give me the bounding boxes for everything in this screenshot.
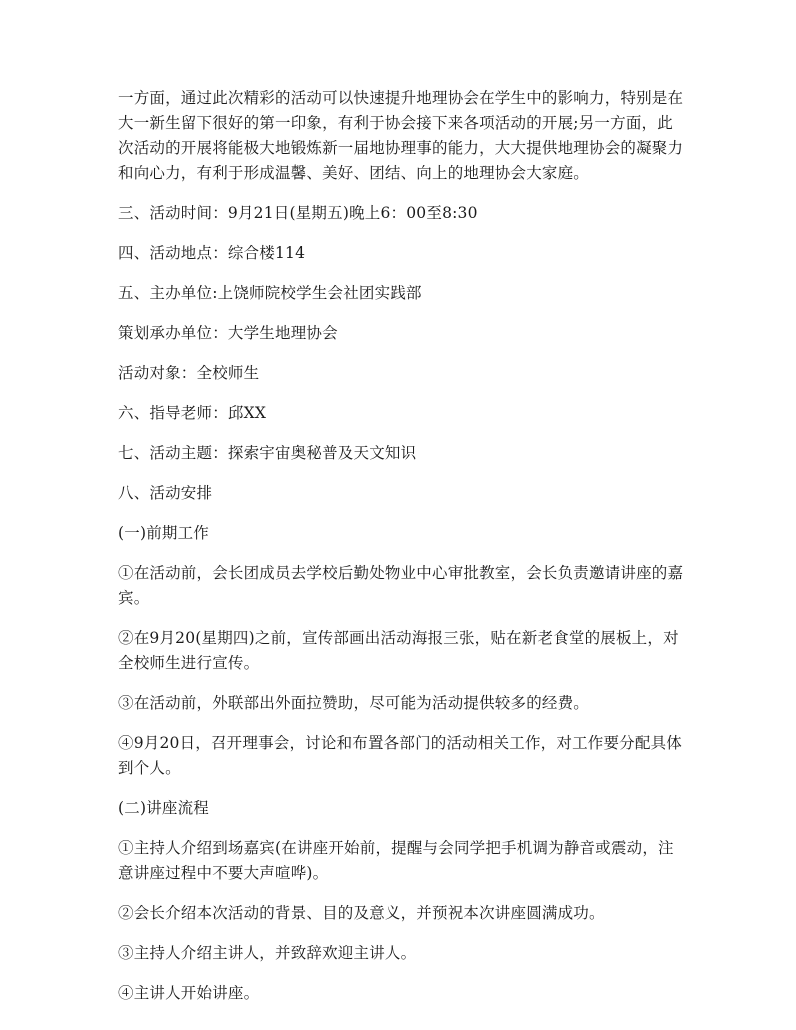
advisor: 六、指导老师：邱XX (118, 404, 267, 422)
list-item: ④主讲人开始讲座。 (118, 984, 260, 1002)
list-item: ③主持人介绍主讲人，并致辞欢迎主讲人。 (118, 944, 417, 962)
list-item: ①在活动前，会长团成员去学校后勤处物业中心审批教室，会长负责邀请讲座的嘉宾。 (118, 564, 684, 607)
document-page (118, 86, 684, 1021)
section-heading-arrangement: 八、活动安排 (118, 484, 213, 502)
activity-theme: 七、活动主题：探索宇宙奥秘普及天文知识 (118, 444, 417, 462)
list-item: ①主持人介绍到场嘉宾(在讲座开始前，提醒与会同学把手机调为静音或震动，注意讲座过程中不要大声喧哗)。 (118, 839, 674, 882)
audience: 活动对象：全校师生 (118, 364, 260, 382)
list-item: ②在9月20(星期四)之前，宣传部画出活动海报三张，贴在新老食堂的展板上，对全校师生进行宣传。 (118, 629, 679, 672)
co-organizer: 策划承办单位：大学生地理协会 (118, 324, 338, 342)
subsection-heading-preparation: (一)前期工作 (118, 524, 209, 542)
list-item: ④9月20日，召开理事会，讨论和布置各部门的活动相关工作，对工作要分配具体到个人。 (118, 734, 682, 777)
list-item: ③在活动前，外联部出外面拉赞助，尽可能为活动提供较多的经费。 (118, 694, 590, 712)
activity-location: 四、活动地点：综合楼114 (118, 244, 306, 262)
organizer: 五、主办单位:上饶师院校学生会社团实践部 (118, 284, 422, 302)
list-item: ②会长介绍本次活动的背景、目的及意义，并预祝本次讲座圆满成功。 (118, 904, 605, 922)
activity-time: 三、活动时间：9月21日(星期五)晚上6：00至8:30 (118, 204, 478, 222)
subsection-heading-lecture-flow: (二)讲座流程 (118, 799, 209, 817)
intro-paragraph: 一方面，通过此次精彩的活动可以快速提升地理协会在学生中的影响力，特别是在大一新生留下很好的第一印象，有利于协会接下来各项活动的开展;另一方面，此次活动的开展将能极大地锻炼新一届地协理事的能力，大大提供地理协会的凝聚力和向心力，有利于形成温馨、美好、团结、向上的地理协会大家庭。 (118, 89, 684, 182)
